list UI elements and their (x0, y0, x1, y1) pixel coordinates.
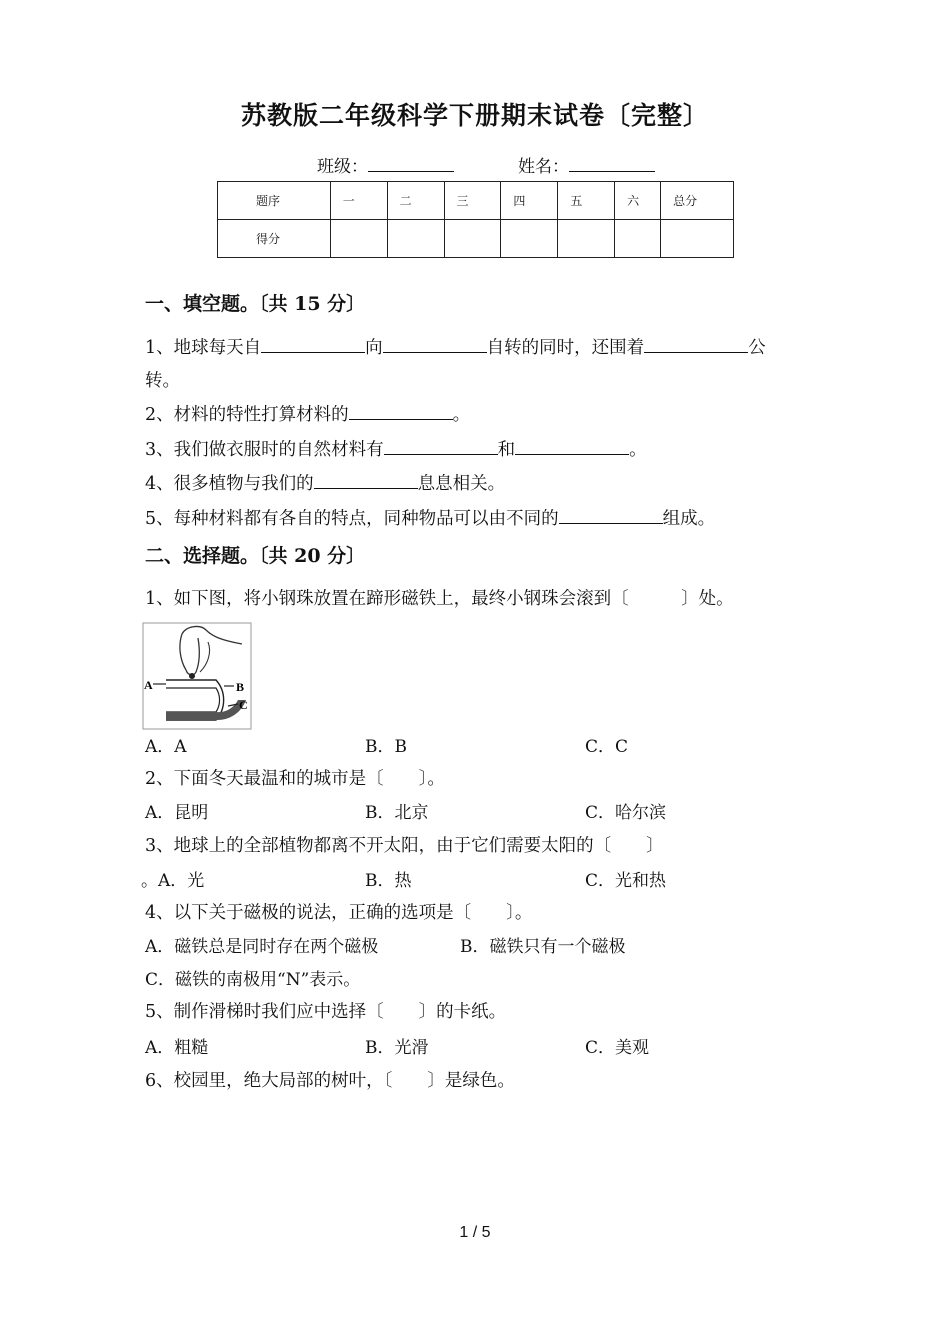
q4-text-b: 息息相关。 (417, 474, 506, 494)
q1-text-b: 向 (365, 338, 383, 358)
q3-text-b: 和 (497, 440, 516, 460)
score-row-label: 得分 (218, 220, 331, 258)
q4-text-a: 4、很多植物与我们的 (145, 474, 314, 494)
option-c[interactable]: C．C (585, 737, 629, 757)
answer-blank[interactable] (261, 336, 365, 353)
score-cell[interactable] (615, 220, 661, 258)
q2-text-b: 。 (452, 405, 471, 425)
score-cell[interactable] (330, 220, 387, 258)
option-a[interactable]: 。A．光 (141, 871, 205, 891)
answer-blank[interactable] (314, 472, 418, 489)
score-header-cell: 一 (330, 182, 387, 220)
answer-blank[interactable] (383, 336, 487, 353)
score-cell[interactable] (387, 220, 444, 258)
choice-question-5: 5、制作滑梯时我们应中选择〔 〕的卡纸。 (145, 1002, 507, 1022)
option-c[interactable]: C．哈尔滨 (585, 803, 667, 823)
score-header-cell: 题序 (218, 182, 331, 220)
q1-text-d: 公 (748, 338, 766, 358)
choice-question-4: 4、以下关于磁极的说法，正确的选项是〔 〕。 (145, 903, 533, 923)
class-label: 班级： (317, 157, 368, 177)
score-header-cell: 总分 (661, 182, 734, 220)
name-label: 姓名： (518, 157, 569, 177)
q2-text-a: 2、材料的特性打算材料的 (145, 405, 349, 425)
score-header-cell: 六 (615, 182, 661, 220)
option-b[interactable]: B．热 (365, 871, 412, 891)
score-header-cell: 二 (387, 182, 444, 220)
fill-question-2 (145, 401, 470, 426)
option-a[interactable]: A．A (145, 737, 187, 757)
option-c[interactable]: C．美观 (585, 1038, 650, 1058)
choice-question-2: 2、下面冬天最温和的城市是〔 〕。 (145, 769, 445, 789)
answer-blank[interactable] (384, 438, 498, 455)
class-blank[interactable] (368, 155, 454, 172)
option-b[interactable]: B．磁铁只有一个磁极 (460, 937, 626, 957)
score-table-score-row (218, 220, 734, 258)
score-cell[interactable] (661, 220, 734, 258)
q3-text-c: 。 (629, 440, 647, 460)
score-cell[interactable] (501, 220, 558, 258)
horseshoe-magnet-figure (142, 622, 252, 730)
option-a[interactable]: A．昆明 (145, 803, 209, 823)
page-title: 苏教版二年级科学下册期末试卷〔完整〕 (240, 101, 709, 130)
fill-question-1-cont: 转。 (145, 371, 180, 391)
score-header-cell: 三 (444, 182, 501, 220)
steel-ball (189, 673, 195, 679)
option-b[interactable]: B．B (365, 737, 407, 757)
score-header-cell: 四 (501, 182, 558, 220)
name-blank[interactable] (569, 155, 655, 172)
section1-heading: 一、填空题。〔共 15 分〕 (145, 293, 366, 315)
figure-label-a: A (144, 678, 153, 692)
page-number: 1 / 5 (459, 1224, 491, 1241)
q5-text-a: 5、每种材料都有各自的特点，同种物品可以由不同的 (145, 509, 559, 529)
score-cell[interactable] (558, 220, 615, 258)
fill-question-5 (145, 505, 715, 530)
choice-question-1: 1、如下图，将小钢珠放置在蹄形磁铁上，最终小钢珠会滚到〔 〕处。 (145, 589, 734, 609)
score-cell[interactable] (444, 220, 501, 258)
q3-text-a: 3、我们做衣服时的自然材料有 (145, 440, 384, 460)
option-b[interactable]: B．北京 (365, 803, 429, 823)
option-c[interactable]: C．光和热 (585, 871, 667, 891)
fill-question-3 (145, 436, 647, 461)
q1-text-a: 1、地球每天自 (145, 338, 262, 358)
figure-label-b: B (236, 680, 245, 694)
score-table-header-row (218, 182, 734, 220)
option-b[interactable]: B．光滑 (365, 1038, 429, 1058)
score-header-cell: 五 (558, 182, 615, 220)
choice-question-6: 6、校园里，绝大局部的树叶，〔 〕是绿色。 (145, 1071, 515, 1091)
answer-blank[interactable] (515, 438, 629, 455)
fill-question-4 (145, 470, 505, 495)
answer-blank[interactable] (349, 403, 453, 420)
class-field (317, 152, 454, 177)
answer-blank[interactable] (559, 507, 663, 524)
option-a[interactable]: A．粗糙 (145, 1038, 209, 1058)
q5-text-b: 组成。 (662, 509, 716, 529)
figure-label-c: C (239, 698, 248, 712)
option-a[interactable]: A．磁铁总是同时存在两个磁极 (145, 937, 379, 957)
name-field (518, 152, 655, 177)
option-c[interactable]: C．磁铁的南极用“N”表示。 (145, 970, 361, 990)
q1-text-c: 自转的同时，还围着 (486, 338, 645, 358)
fill-question-1 (145, 334, 766, 359)
answer-blank[interactable] (644, 336, 748, 353)
score-table (217, 181, 734, 258)
section2-heading: 二、选择题。〔共 20 分〕 (145, 545, 366, 567)
choice-question-3: 3、地球上的全部植物都离不开太阳，由于它们需要太阳的〔 〕 (145, 836, 664, 856)
